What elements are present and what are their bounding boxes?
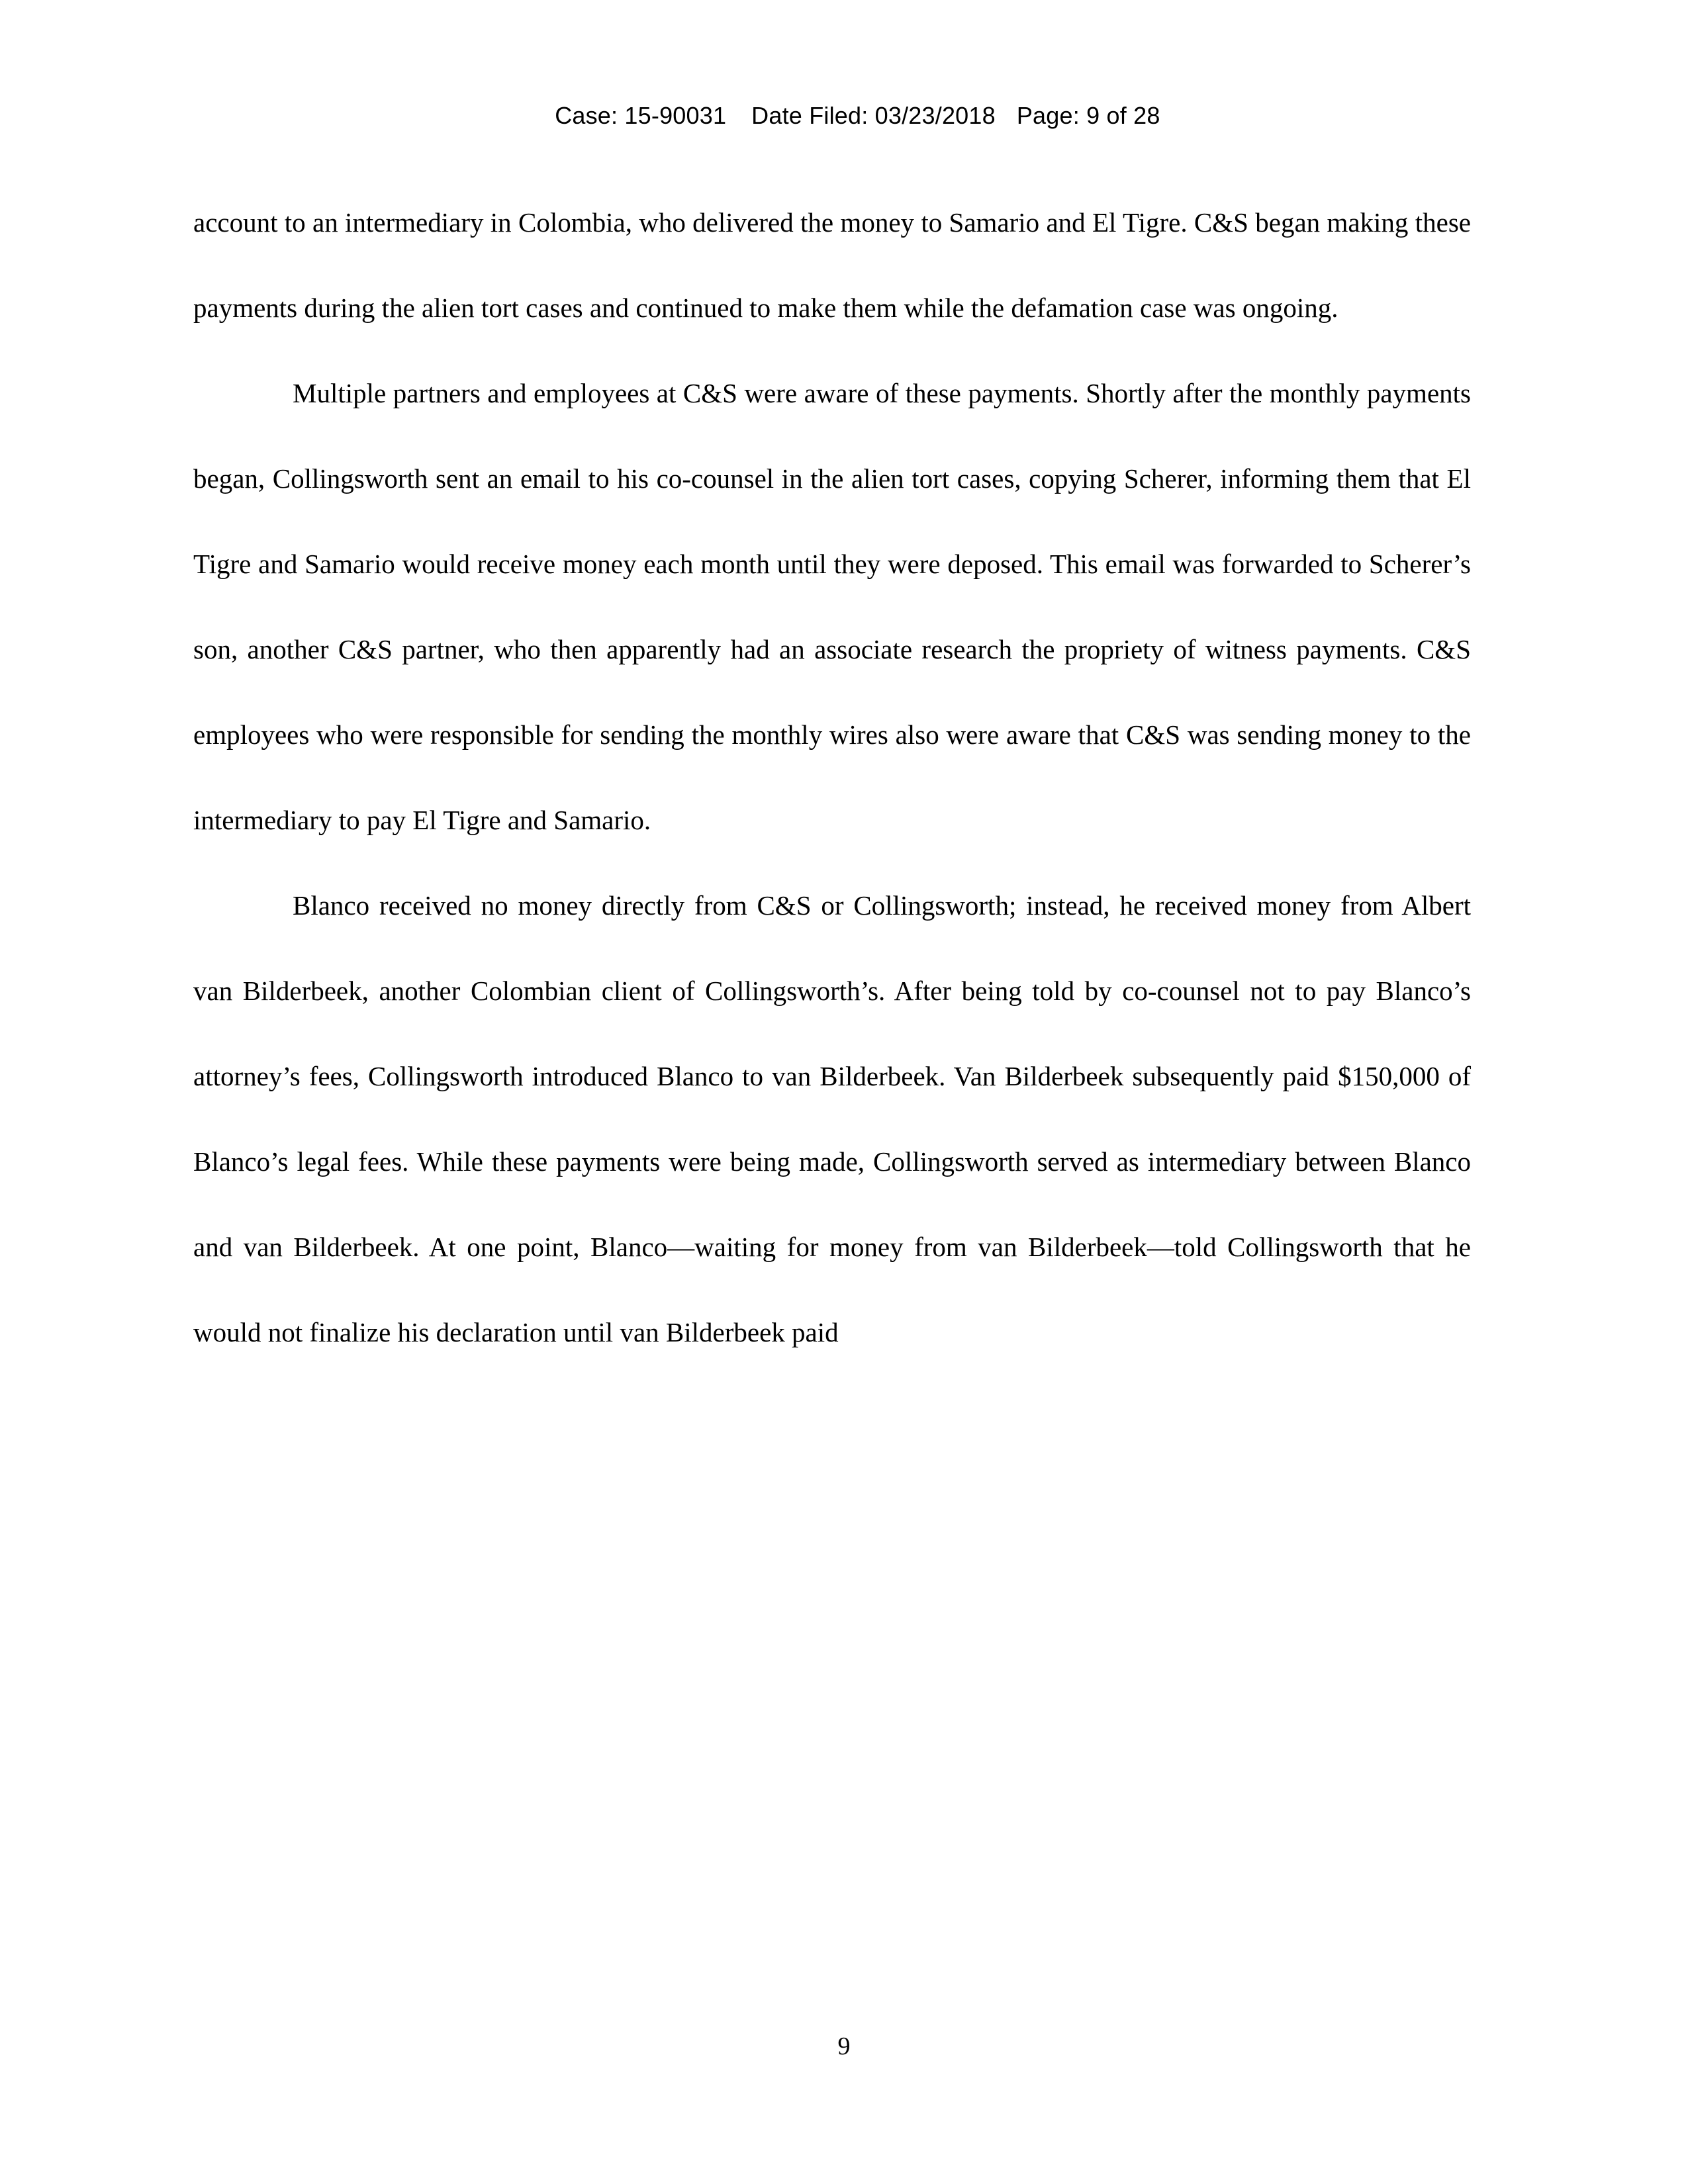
paragraph-3: Blanco received no money directly from C&S or Collingsworth; instead, he received money from Albert van Bilderbeek, another Colombian client of Collingsworth’s. After being told by co-counsel not to pay Blanco’s attorney’s fees, Collingsworth introduced Blanco to van Bilderbeek. Van Bilderbeek subsequently paid $150,000 of Blanco’s legal fees. While these payments were being made, Collingsworth served as intermediary between Blanco and van Bilderbeek. At one point, Blanco—waiting for money from van Bilderbeek—told Collingsworth that he would not finalize his declaration until van Bilderbeek paid — [193, 890, 1471, 1347]
header-page-indicator: Page: 9 of 28 — [1016, 102, 1160, 129]
court-filing-header-stamp — [0, 74, 1688, 158]
header-date-filed: Date Filed: 03/23/2018 — [751, 102, 996, 129]
header-case-number: Case: 15-90031 — [555, 102, 727, 129]
page-number: 9 — [837, 2032, 851, 2060]
paragraph-1: account to an intermediary in Colombia, who delivered the money to Samario and El Tigre. C&S began making these payments during the alien tort cases and continued to make them while the defamation case was ongoing. — [193, 207, 1471, 323]
document-body — [193, 180, 1471, 1375]
paragraph-2: Multiple partners and employees at C&S were aware of these payments. Shortly after the monthly payments began, Collingsworth sent an email to his co-counsel in the alien tort cases, copying Scherer, informing them that El Tigre and Samario would receive money each month until they were deposed. This email was forwarded to Scherer’s son, another C&S partner, who then apparently had an associate research the propriety of witness payments. C&S employees who were responsible for sending the monthly wires also were aware that C&S was sending money to the intermediary to pay El Tigre and Samario. — [193, 378, 1471, 835]
